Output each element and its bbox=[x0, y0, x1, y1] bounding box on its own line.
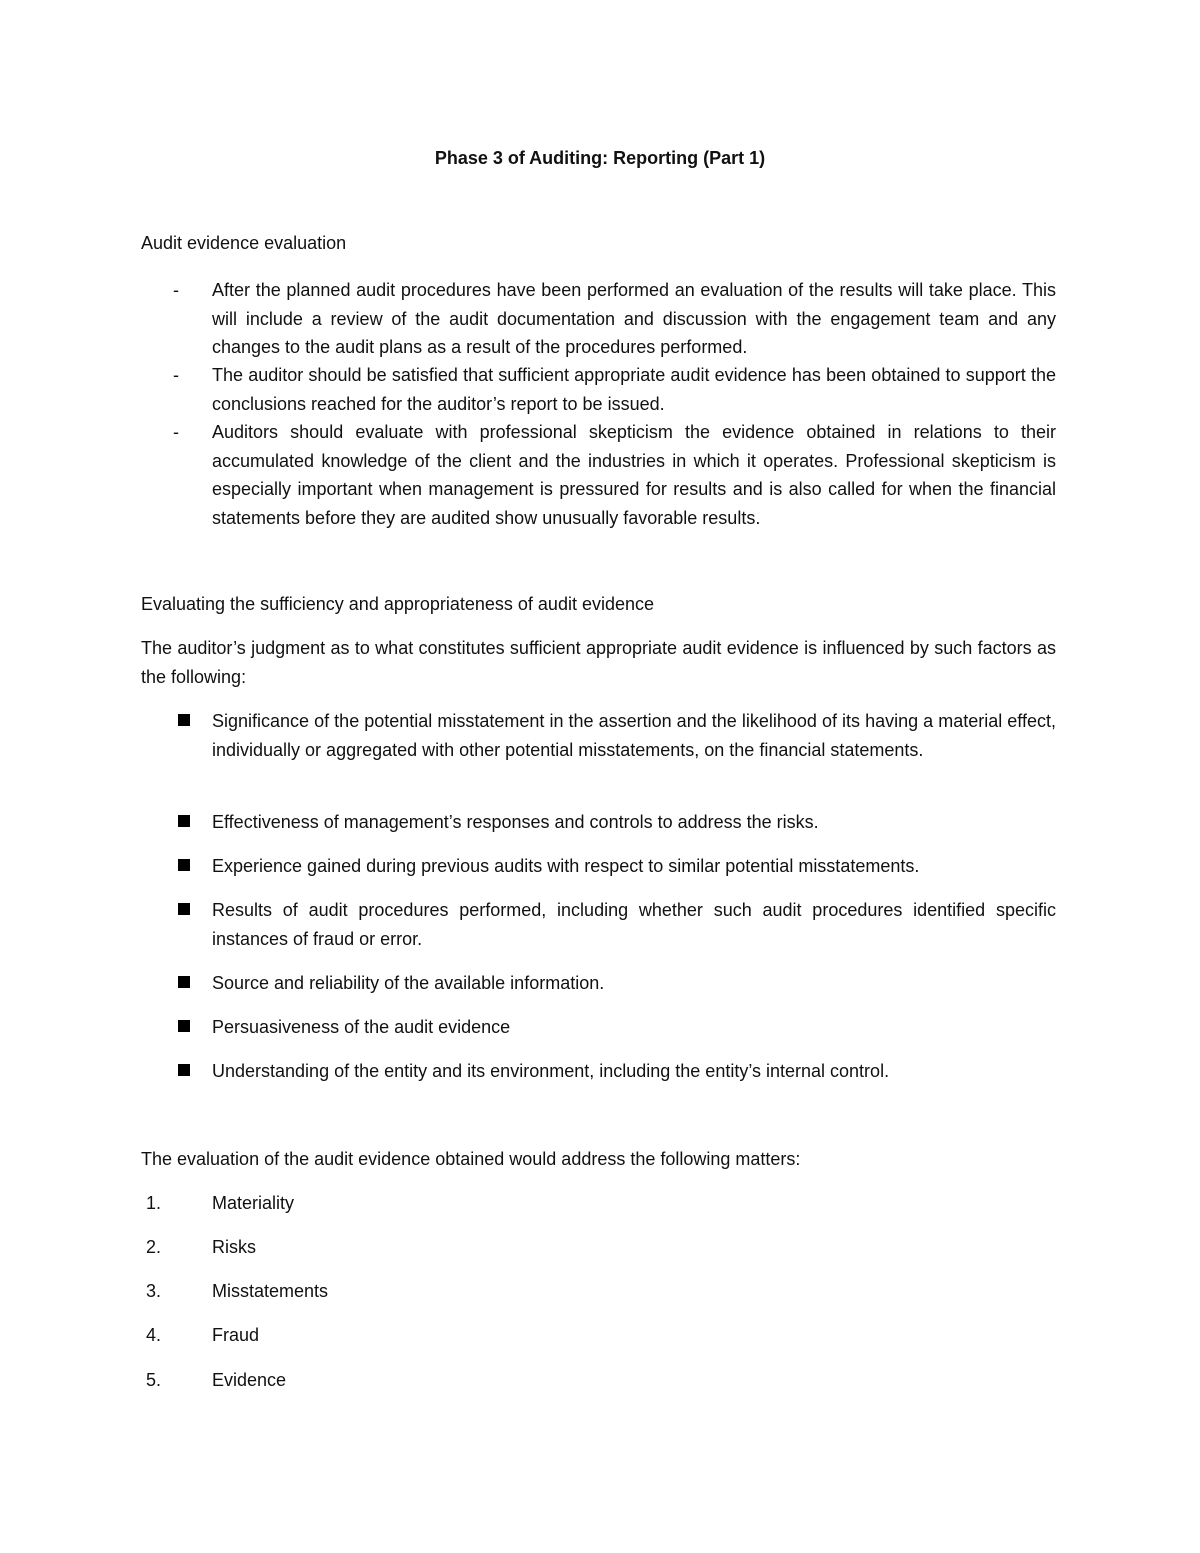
square-bullet-icon bbox=[178, 1020, 190, 1032]
section-intro-matters: The evaluation of the audit evidence obtained would address the following matters: bbox=[141, 1149, 801, 1169]
numbered-item: Misstatements bbox=[212, 1281, 329, 1301]
numbered-item: Fraud bbox=[212, 1325, 260, 1345]
square-bullet-icon bbox=[178, 714, 190, 726]
bullet-item: Effectiveness of management’s responses and controls to address the risks. bbox=[212, 812, 819, 832]
bullet-item: Source and reliability of the available information. bbox=[212, 973, 605, 993]
bullet-item: Persuasiveness of the audit evidence bbox=[212, 1017, 511, 1037]
square-bullet-icon bbox=[178, 859, 190, 871]
dash-bullet: - bbox=[173, 365, 179, 385]
numbered-item: Evidence bbox=[212, 1370, 287, 1390]
list-number: 3. bbox=[146, 1281, 162, 1301]
section-intro-paragraph: The auditor’s judgment as to what constitutes sufficient appropriate audit evidence is influenced by such factors as the following: bbox=[141, 638, 1056, 687]
dash-bullet: - bbox=[173, 280, 179, 300]
section-heading-audit-evidence-evaluation: Audit evidence evaluation bbox=[141, 233, 347, 253]
numbered-item: Risks bbox=[212, 1237, 256, 1257]
page-title: Phase 3 of Auditing: Reporting (Part 1) bbox=[434, 148, 766, 168]
dash-item: The auditor should be satisfied that sufficient appropriate audit evidence has been obtained to support the conclusions reached for the auditor’s report to be issued. bbox=[212, 365, 1056, 414]
list-number: 1. bbox=[146, 1193, 162, 1213]
list-number: 5. bbox=[146, 1370, 162, 1390]
bullet-item: Results of audit procedures performed, including whether such audit procedures identified specific instances of fraud or error. bbox=[212, 900, 1056, 949]
bullet-item: Understanding of the entity and its environment, including the entity’s internal control. bbox=[212, 1061, 890, 1081]
dash-item: Auditors should evaluate with professional skepticism the evidence obtained in relations to their accumulated knowledge of the client and the industries in which it operates. Professional skepticism is especially important when management is pressured for results and is also called for when the financial statements before they are audited show unusually favorable results. bbox=[212, 422, 1056, 528]
square-bullet-icon bbox=[178, 903, 190, 915]
bullet-item: Experience gained during previous audits with respect to similar potential misstatements. bbox=[212, 856, 920, 876]
bullet-item: Significance of the potential misstatement in the assertion and the likelihood of its having a material effect, individually or aggregated with other potential misstatements, on the financial statements. bbox=[212, 711, 1056, 760]
numbered-item: Materiality bbox=[212, 1193, 295, 1213]
dash-bullet: - bbox=[173, 422, 179, 442]
square-bullet-icon bbox=[178, 815, 190, 827]
square-bullet-icon bbox=[178, 1064, 190, 1076]
square-bullet-icon bbox=[178, 976, 190, 988]
section-heading-sufficiency: Evaluating the sufficiency and appropriateness of audit evidence bbox=[141, 594, 655, 614]
dash-item: After the planned audit procedures have been performed an evaluation of the results will take place. This will include a review of the audit documentation and discussion with the engagement team and any changes to the audit plans as a result of the procedures performed. bbox=[212, 280, 1056, 357]
list-number: 4. bbox=[146, 1325, 162, 1345]
list-number: 2. bbox=[146, 1237, 162, 1257]
